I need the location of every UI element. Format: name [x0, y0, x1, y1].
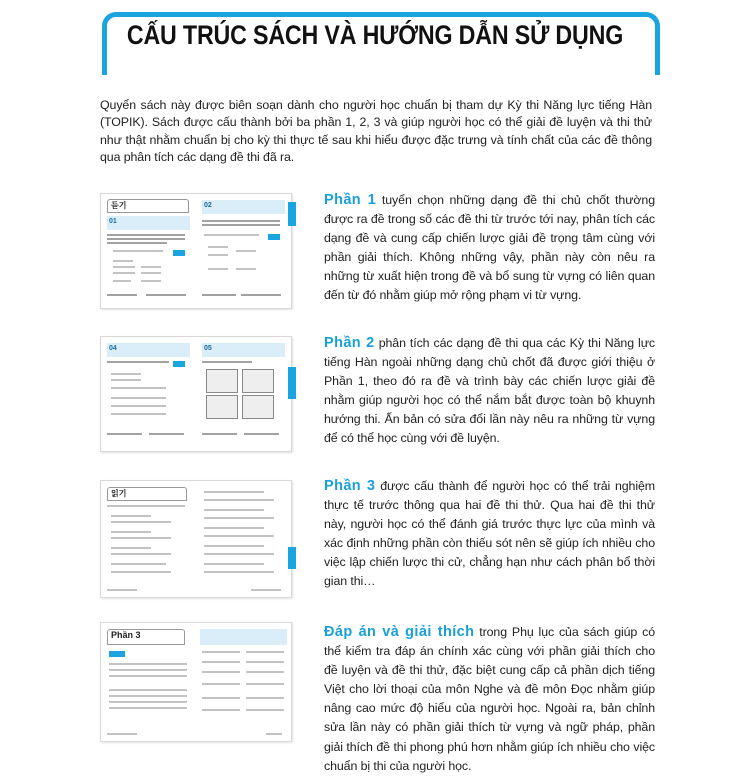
text-line — [107, 294, 137, 296]
thumbnail-section-box — [107, 199, 189, 213]
text-line — [113, 272, 135, 274]
text-line — [111, 413, 166, 415]
vocab-chip — [173, 250, 185, 256]
text-line — [111, 553, 171, 555]
vocab-chip — [268, 234, 280, 240]
thumbnail-right-page — [196, 337, 291, 451]
text-line — [204, 571, 274, 573]
text-line — [109, 701, 187, 703]
section-description-part1 — [324, 191, 655, 306]
text-line — [111, 373, 141, 375]
text-line — [107, 361, 169, 363]
intro-paragraph: Quyển sách này được biên soạn dành cho người học chuẩn bị tham dự Kỳ thi Năng lực tiếng Hàn (TOPIK). Sách được cấu thành bởi ba phần 1, 2, 3 và giúp người học có thể giải đề luyện và thi thử như thật nhằm chuẩn bị cho kỳ thi thực tế sau khi hiểu được đặc trưng và tính chất của các đề thông qua phân tích các dạng đề thi đã ra. — [100, 98, 652, 164]
section-description-part2 — [324, 334, 655, 449]
text-line — [202, 671, 240, 673]
book-spread-thumbnail-part2 — [100, 336, 292, 452]
text-line — [236, 268, 256, 270]
illustration — [206, 369, 238, 393]
text-line — [208, 246, 228, 248]
text-line — [208, 268, 228, 270]
text-line — [246, 651, 284, 653]
thumbnail-section-box — [107, 487, 187, 501]
vocab-chip — [173, 361, 185, 367]
text-line — [204, 509, 264, 511]
section-heading: Phần 2 — [324, 335, 375, 351]
text-line — [246, 683, 284, 685]
text-line — [202, 709, 240, 711]
thumbnail-question-header — [107, 216, 190, 230]
text-line — [107, 589, 137, 591]
thumbnail-question-header — [202, 200, 285, 214]
text-line — [113, 266, 135, 268]
text-line — [109, 663, 187, 665]
text-line — [111, 547, 151, 549]
text-line — [109, 689, 187, 691]
text-line — [246, 671, 284, 673]
text-line — [202, 683, 240, 685]
thumbnail-question-header — [202, 343, 285, 357]
section-description-part3 — [324, 477, 655, 592]
chapter-tab — [288, 547, 296, 569]
text-line — [141, 280, 161, 282]
section-description-answers — [324, 623, 655, 776]
text-line — [266, 733, 282, 735]
text-line — [113, 250, 163, 252]
text-line — [202, 661, 240, 663]
text-line — [246, 709, 284, 711]
text-line — [111, 387, 166, 389]
text-line — [109, 707, 187, 709]
text-line — [141, 272, 161, 274]
book-spread-thumbnail-part1 — [100, 193, 292, 309]
thumbnail-right-page — [196, 623, 291, 741]
text-line — [107, 733, 137, 735]
text-line — [204, 234, 259, 236]
thumbnail-right-page — [196, 481, 291, 597]
text-line — [109, 695, 187, 697]
thumbnail-header-label: Phần 3 — [111, 630, 141, 640]
text-line — [251, 589, 281, 591]
text-line — [204, 517, 274, 519]
question-number: 04 — [109, 345, 117, 352]
text-line — [111, 379, 141, 381]
text-line — [202, 433, 237, 435]
text-line — [241, 294, 281, 296]
text-line — [204, 563, 264, 565]
text-line — [111, 531, 151, 533]
chapter-tab — [288, 202, 296, 226]
text-line — [204, 535, 274, 537]
section-heading: Phần 3 — [324, 478, 376, 494]
page-title: CẤU TRÚC SÁCH VÀ HƯỚNG DẪN SỬ DỤNG — [126, 20, 624, 50]
text-line — [107, 242, 167, 244]
text-line — [246, 697, 284, 699]
text-line — [204, 527, 264, 529]
thumbnail-answers-header — [200, 629, 287, 645]
answer-chip — [109, 651, 125, 657]
thumbnail-header-label: 듣기 — [111, 201, 127, 210]
section-body: trong Phụ lục của sách giúp có thể kiểm tra đáp án chính xác cùng với phần giải thích cho đề luyện và đề thi thử, đặc biệt cung cấp cả phần dịch tiếng Việt cho lời thoại của môn Nghe và đề môn Đọc nhằm giúp nâng cao mức độ hiểu của người học. Ngoài ra, bản chỉnh sửa lần này có phần giải thích từ vựng và ngữ pháp, phần giải thích đề thi phong phú hơn nhằm giúp ích nhiều cho việc chuẩn bị thi của người học. — [324, 625, 656, 773]
text-line — [202, 697, 240, 699]
text-line — [111, 521, 171, 523]
text-line — [111, 571, 171, 573]
question-number: 05 — [204, 345, 212, 352]
section-heading: Đáp án và giải thích — [324, 624, 475, 640]
text-line — [109, 669, 187, 671]
text-line — [113, 280, 131, 282]
text-line — [146, 294, 186, 296]
text-line — [111, 405, 166, 407]
thumbnail-question-header — [107, 343, 190, 357]
text-line — [111, 563, 166, 565]
text-line — [202, 220, 280, 222]
text-line — [107, 234, 185, 236]
text-line — [208, 254, 228, 256]
text-line — [246, 661, 284, 663]
text-line — [141, 266, 161, 268]
section-heading: Phần 1 — [324, 192, 377, 208]
text-line — [202, 651, 240, 653]
text-line — [113, 260, 133, 262]
illustration — [206, 395, 238, 419]
book-spread-thumbnail-answers — [100, 622, 292, 742]
question-number: 01 — [109, 218, 117, 225]
text-line — [204, 499, 274, 501]
illustration — [242, 369, 274, 393]
text-line — [204, 491, 264, 493]
text-line — [111, 515, 151, 517]
text-line — [107, 238, 185, 240]
text-line — [236, 250, 256, 252]
section-body: được cấu thành để người học có thể trải nghiệm thực tế trước thông qua hai đề thi thử. Qua hai đề thi thử này, người học có thể đánh giá trước thực lực của mình và xác định những phần còn thiếu sót nên sẽ giúp ích nhiều cho việc lập chiến lược thi cử, chẳng hạn như cách phân bổ thời gian thi… — [324, 479, 656, 589]
thumbnail-right-page — [196, 194, 291, 308]
thumbnail-header-label: 읽기 — [111, 489, 127, 498]
text-line — [202, 294, 236, 296]
thumbnail-left-page — [101, 337, 197, 451]
question-number: 02 — [204, 202, 212, 209]
thumbnail-left-page — [101, 623, 197, 741]
section-body: phân tích các dạng đề thi qua các Kỳ thi Năng lực tiếng Hàn ngoài những dạng chủ chốt đã được giới thiệu ở Phần 1, theo đó ra đề và trình bày các chiến lược giải đề nhằm giúp người học có thể nắm bắt được toàn bộ khuynh hướng thi. Ấn bản có sửa đổi lần này nêu ra những từ vựng để có thể học cùng với đề luyện. — [324, 336, 655, 446]
thumbnail-section-box — [107, 629, 185, 645]
text-line — [109, 675, 187, 677]
text-line — [107, 433, 142, 435]
chapter-tab — [288, 367, 296, 399]
illustration — [242, 395, 274, 419]
book-spread-thumbnail-part3 — [100, 480, 292, 598]
text-line — [107, 505, 185, 507]
text-line — [111, 537, 171, 539]
text-line — [149, 433, 184, 435]
text-line — [204, 553, 274, 555]
text-line — [204, 545, 264, 547]
thumbnail-left-page — [101, 194, 197, 308]
text-line — [202, 361, 252, 363]
text-line — [202, 224, 280, 226]
thumbnail-left-page — [101, 481, 197, 597]
section-body: tuyển chọn những dạng đề thi chủ chốt thường được ra đề trong số các đề thi từ trước tới nay, phân tích các dạng đề và cung cấp chiến lược giải đề trọng tâm cùng với phần giải thích. Không những vậy, phần này còn nêu ra những từ xuất hiện trong đề và bổ sung từ vựng có liên quan đến từ đó nhằm giúp mở rộng phạm vi từ vựng. — [324, 193, 655, 303]
text-line — [244, 433, 279, 435]
text-line — [111, 397, 166, 399]
